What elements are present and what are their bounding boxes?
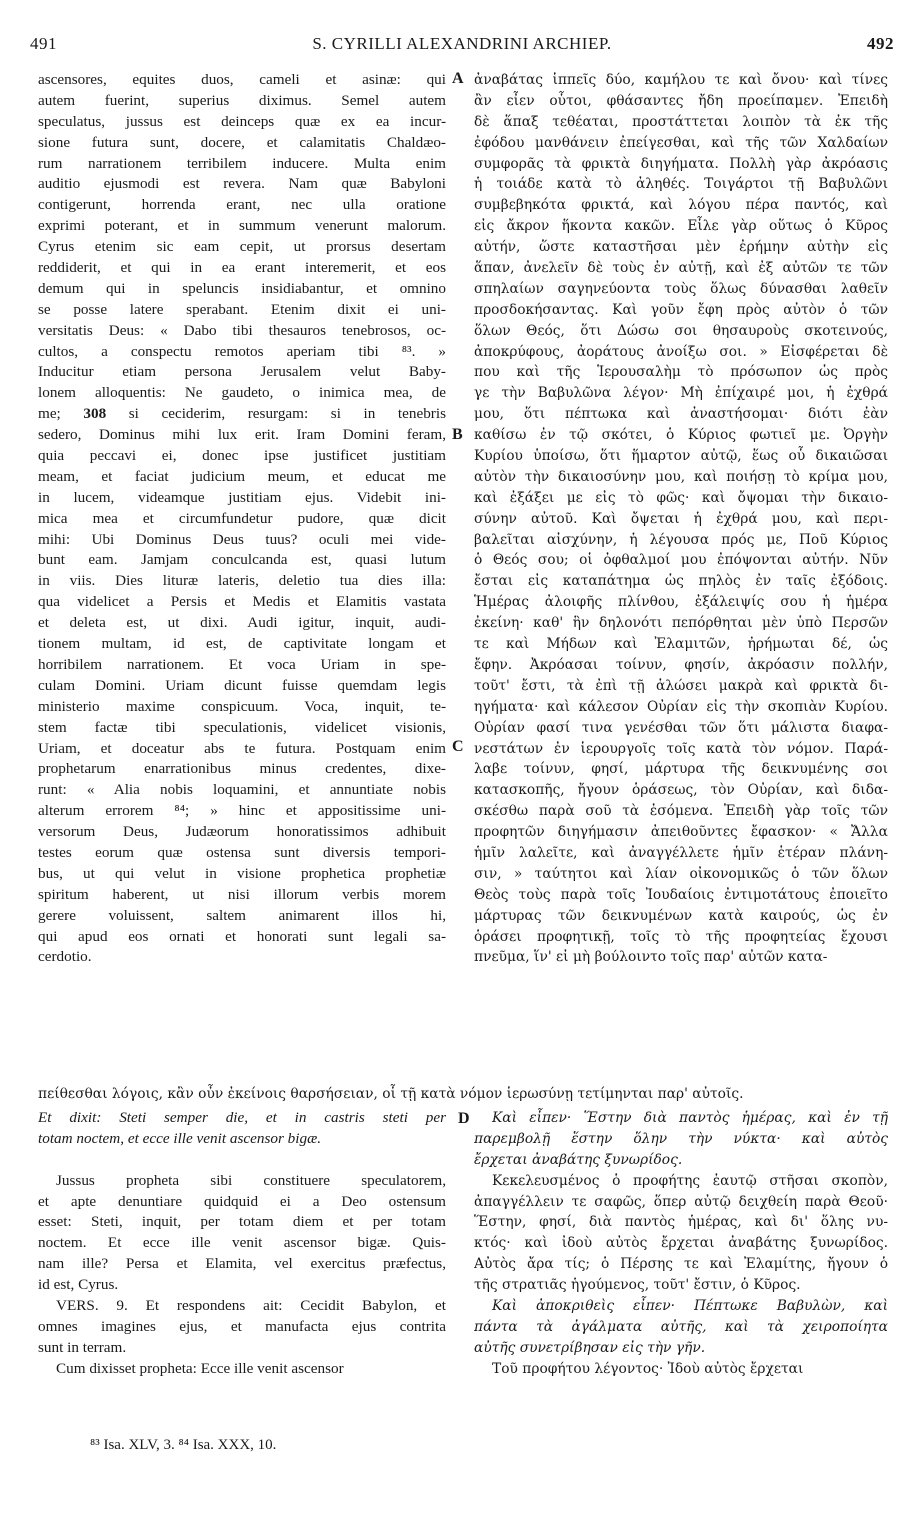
text-line: σύνην αὐτοῦ. Καὶ ὄψεται ἡ ἐχθρά μου, καὶ περι- bbox=[474, 510, 888, 527]
text-line: δὲ ἅπαξ τεθέαται, προστάττεται λοιπὸν τὰ ἐκ τῆς bbox=[474, 113, 888, 130]
text-line: Cum dixisset propheta: Ecce ille venit ascensor bbox=[56, 1359, 344, 1377]
text-line: Jussus propheta sibi constituere speculatorem, bbox=[56, 1171, 446, 1189]
text-line: ἡ τοιάδε κατὰ τὸ ἀληθές. Τοιγάρτοι τῇ Βαβυλῶνι bbox=[474, 176, 888, 193]
text-line: σκέσθω παρὰ σοῦ τὰ ἐσόμενα. Ἐπειδὴ γὰρ τοῖς τῶν bbox=[474, 803, 888, 820]
text-line: Κυρίου ὑποίσω, ὅτι ἥμαρτον αὐτῷ, ἕως οὗ δικαιῶσαι bbox=[474, 448, 888, 465]
text-line: πάντα τὰ ἀγάλματα αὐτῆς, καὶ τὰ χειροποίητα bbox=[474, 1318, 888, 1335]
text-line: αὐτῆς συνετρίβησαν εἰς τὴν γῆν. bbox=[474, 1339, 706, 1356]
text-line: πνεῦμα, ἵν' εἰ μὴ βούλοιντο τοῖς παρ' αὐτῶν κατα- bbox=[474, 949, 828, 966]
text-line: testes eorum quæ ostensa sunt diversis tempori- bbox=[38, 843, 446, 861]
text-line: culam Domini. Uriam dicunt fuisse quemdam legis bbox=[38, 676, 446, 694]
margin-marker-b: B bbox=[452, 426, 463, 443]
text-line: meam, et faciat judicium meum, et educat me bbox=[38, 467, 446, 485]
text-line: me; 308 si ceciderim, resurgam: si in tenebris bbox=[38, 405, 446, 423]
text-line: μάρτυρας τῶν δεικνυμένων κατὰ καιρούς, ὡς ἐν bbox=[474, 907, 888, 924]
text-line: id est, Cyrus. bbox=[38, 1276, 119, 1294]
text-line: ἀποκρύφους, ἀοράτους ἀνοίξω σοι. » Εἰσφέρεται δὲ bbox=[474, 343, 888, 360]
text-line: ἐκείνη· καθ' ἣν δηλονότι πεπόρθηται μὲν ὑπὸ Περσῶν bbox=[474, 615, 888, 632]
text-line: rum narrationem terribilem inducere. Multa enim bbox=[38, 154, 446, 172]
text-line: mihi: Ubi Dominus Deus tuus? oculi mei vide- bbox=[38, 530, 446, 548]
text-line: σιν, » ταύτητοι καὶ λίαν οἰκονομικῶς ὁ τῶν ὅλων bbox=[474, 865, 888, 882]
text-line: autem fuerint, superius diximus. Semel autem bbox=[38, 91, 446, 109]
text-line: Οὐρίαν φασί τινα γενέσθαι τῶν ὅτι μάλιστα διαφα- bbox=[474, 719, 888, 736]
margin-marker-d: D bbox=[458, 1110, 470, 1127]
running-header bbox=[30, 34, 894, 60]
text-line: προσδοκήσαντας. Καὶ γοῦν ἔφη πρὸς αὐτὸν ὁ τῶν bbox=[474, 301, 888, 318]
text-line: παρεμβολῇ ἕστην ὅλην τὴν νύκτα· καὶ αὐτὸς bbox=[474, 1130, 888, 1147]
text-line: Et dixit: Steti semper die, et in castris steti per bbox=[38, 1109, 446, 1126]
text-line: Καὶ ἀποκριθεὶς εἶπεν· Πέπτωκε Βαβυλὼν, καὶ bbox=[492, 1298, 888, 1315]
text-line: cerdotio. bbox=[38, 948, 92, 966]
text-line: ministerio maxime conspicuum. Voca, inquit, te- bbox=[38, 697, 446, 715]
text-line: συμβεβηκότα φρικτά, καὶ λόγου πέρα παντός, καὶ bbox=[474, 197, 888, 214]
text-line: versorum Deus, Judæorum honoratissimos adhibuit bbox=[38, 823, 446, 841]
text-line: ἐφόδου μανθάνειν ἐπείγεσθαι, καὶ τῆς τῶν Χαλδαίων bbox=[474, 134, 888, 151]
text-line: κατασκοπῆς, ἤγουν ὁράσεως, τὸν Οὐρίαν, καὶ διδα- bbox=[474, 782, 888, 799]
text-line: ἔσται εἰς καταπάτημα ὡς πηλὸς ἐν ταῖς ἐξόδοις. bbox=[474, 573, 888, 590]
full-width-greek-line: πείθεσθαι λόγοις, κἂν οὖν ἐκείνοις θαρσήσειαν, οἷ τῇ κατὰ νόμον ἱερωσύνῃ τετίμηνται παρ' αὐτοῖς. bbox=[38, 1086, 744, 1102]
text-line: ἀπαγγέλλειν τε σαφῶς, ὅπερ αὐτῷ δειχθείη παρὰ Θεοῦ· bbox=[474, 1193, 888, 1210]
latin-column-main bbox=[38, 70, 446, 968]
text-line: tionem multam, id est, de captivitate longam et bbox=[38, 635, 446, 653]
text-line: auditio ejusmodi est revera. Nam quæ Babyloni bbox=[38, 175, 446, 193]
page-number-right: 492 bbox=[867, 34, 894, 53]
footnotes: ⁸³ Isa. XLV, 3. ⁸⁴ Isa. XXX, 10. bbox=[90, 1437, 277, 1453]
text-line: versitatis Deus: « Dabo tibi thesauros tenebrosos, oc- bbox=[38, 321, 446, 339]
text-line: τοῦτ' ἔστι, τὰ ἐπὶ τῇ ἁλώσει μακρὰ καὶ φρικτὰ δι- bbox=[474, 677, 888, 694]
text-line: Uriam, et doceatur abs te futura. Postquam enim bbox=[38, 739, 446, 757]
text-line: omnes imagines ejus, et manufacta ejus contrita bbox=[38, 1317, 446, 1335]
page-number-left: 491 bbox=[30, 34, 57, 53]
text-line: in viis. Dies lituræ lateris, deletio tua dies illa: bbox=[38, 572, 446, 590]
text-line: qui apud eos ornati et honorati sunt legali sa- bbox=[38, 927, 446, 945]
text-line: VERS. 9. Et respondens ait: Cecidit Babylon, et bbox=[56, 1297, 446, 1315]
text-line: ὁράσει προφητικῇ, τοῖς τὸ τῆς προφητείας ἔχουσι bbox=[474, 928, 888, 945]
text-line: prophetarum enarrationibus minus credentes, dixe- bbox=[38, 760, 446, 778]
text-line: αὐτήν, ὥστε καταστῆσαι μὲν ἐρήμην αὐτὴν εἰς bbox=[474, 239, 888, 256]
text-line: mica mea et circumfundetur pudore, quæ dicit bbox=[38, 509, 446, 527]
text-line: σπηλαίων σαγηνεύοντα τοὺς ὅλως δύνασθαι λαθεῖν bbox=[474, 280, 888, 297]
text-line: Αὐτὸς ἄρα τίς; ὁ Πέρσης τε καὶ Ἐλαμίτης, ἤγουν ὁ bbox=[474, 1256, 888, 1273]
text-line: et apte denuntiare quidquid ei a Deo ostensum bbox=[38, 1192, 446, 1210]
text-line: ἔφην. Ἀκρόασαι τοίνυν, φησίν, ἀκρόασιν πολλήν, bbox=[474, 656, 888, 673]
text-line: bunt eam. Jamjam conculcanda est, quasi lutum bbox=[38, 551, 446, 569]
greek-column-lower bbox=[474, 1108, 888, 1380]
text-line: alterum errorem ⁸⁴; » hinc et appositissime uni- bbox=[38, 802, 446, 820]
text-line: καθίσω ἐν τῷ σκότει, ὁ Κύριος φωτιεῖ με. Ὀργὴν bbox=[474, 427, 888, 444]
text-line: καὶ ἐξάξει με εἰς τὸ φῶς· καὶ ὄψομαι τὴν δικαιο- bbox=[474, 489, 888, 506]
text-line: runt: « Alia nobis loquamini, et annuntiate nobis bbox=[38, 781, 446, 799]
text-line: speculatus, jussus est deinceps quæ ex ea incur- bbox=[38, 112, 446, 130]
text-line: Κεκελευσμένος ὁ προφήτης ἑαυτῷ στῆσαι σκοπὸν, bbox=[492, 1172, 888, 1189]
text-line bbox=[38, 1150, 446, 1171]
text-line: demum qui in speluncis insidiabantur, et omnino bbox=[38, 279, 446, 297]
text-line: ἔρχεται ἀναβάτης ξυνωρίδος. bbox=[474, 1151, 683, 1168]
text-line: προφητῶν διηγήμασιν ἀπειθοῦντες ἔφασκον· « Ἄλλα bbox=[474, 824, 888, 841]
text-line: ηγήματα· καὶ κάλεσον Οὐρίαν εἰς τὴν σκοπιὰν Κυρίου. bbox=[474, 698, 888, 715]
text-line: Cyrus etenim sic eam cepit, ut prorsus desertam bbox=[38, 238, 446, 256]
text-line: λαβε τοίνυν, φησί, μάρτυρα τῆς δεικνυμένης σοι bbox=[474, 761, 888, 778]
margin-marker-a: A bbox=[452, 70, 464, 87]
latin-column-lower bbox=[38, 1108, 446, 1380]
text-line: συμφορᾶς τὰ φρικτὰ διηγήματα. Πολλὴ γὰρ ἀκρόασις bbox=[474, 155, 888, 172]
text-line: sedero, Dominus mihi lux erit. Iram Domini feram, bbox=[38, 426, 446, 444]
text-line: qua videlicet a Persis et Medis et Elamitis vastata bbox=[38, 593, 446, 611]
text-line: se posse latere sperabant. Etenim dixit ei uni- bbox=[38, 300, 446, 318]
text-line: bus, ut qui velut in visione prophetica prophetiæ bbox=[38, 864, 446, 882]
text-line: ascensores, equites duos, cameli et asinæ: qui bbox=[38, 71, 446, 88]
text-line: quia peccavi ei, donec ipse justificet justitiam bbox=[38, 447, 446, 465]
text-line: ἅπαν, ἀνελεῖν δὲ τοὺς ἐν αὐτῇ, καὶ ἐξ αὐτῶν τε τῶν bbox=[474, 260, 888, 277]
text-line: Inducitur etiam persona Jerusalem velut Baby- bbox=[38, 363, 446, 381]
text-line: ἡμῖν λαλεῖτε, καὶ ἀναγγέλλετε ἡμῖν ἑτέραν πλάνη- bbox=[474, 844, 888, 861]
text-line: τε καὶ Μήδων καὶ Ἐλαμιτῶν, ἠρήμωται δέ, ὡς bbox=[474, 636, 888, 653]
text-line: ἀναβάτας ἱππεῖς δύο, καμήλου τε καὶ ὄνου· καὶ τίνες bbox=[474, 72, 888, 88]
text-line: Θεὸς τοὺς παρὰ τοῖς Ἰουδαίοις ἐντιμοτάτους ἐποιεῖτο bbox=[474, 886, 888, 903]
text-line: νεστάτων ἐν ἱερουργοῖς τοῖς κατὰ τὸν νόμον. Παρά- bbox=[474, 740, 888, 757]
text-line: et deleta est, ut dixi. Audi igitur, inquit, audi- bbox=[38, 614, 446, 632]
text-line: Ἕστην, φησί, διὰ παντὸς ἡμέρας, καὶ δι' ὅλης νυ- bbox=[474, 1214, 888, 1231]
text-line: reddiderit, et qui in ea erant interemerit, et eos bbox=[38, 259, 446, 277]
text-line: ὅλων Θεός, ὅτι Δώσω σοι θησαυροὺς σκοτεινούς, bbox=[474, 322, 888, 339]
text-line: gerere voluissent, saltem animarent illos hi, bbox=[38, 906, 446, 924]
text-line: κτός· καὶ ἰδοὺ αὐτὸς ἔρχεται ἀναβάτης ξυνωρίδος. bbox=[474, 1235, 888, 1252]
text-line: stem factæ tibi speculationis, videlicet visionis, bbox=[38, 718, 446, 736]
text-line: horribilem narrationem. Et voca Uriam in spe- bbox=[38, 655, 446, 673]
marginal-page-number: 308 bbox=[83, 405, 107, 423]
text-line: exprimi poterant, et in summum venerunt malorum. bbox=[38, 217, 446, 235]
text-line: cultos, a conspectu remotos aperiam tibi ⁸³. » bbox=[38, 342, 446, 360]
text-line: noctem. Et ecce ille venit ascensor bigæ. Quis- bbox=[38, 1234, 446, 1252]
greek-column-main bbox=[474, 70, 888, 968]
text-line: Ἡμέρας ἀλοιφῆς πλίνθου, ἐξάλειψίς σου ἡ ἡμέρα bbox=[474, 594, 888, 611]
text-line: που καὶ τῆς Ἱερουσαλὴμ τὸ πρόσωπον ὡς πρὸς bbox=[474, 364, 888, 381]
text-line: lonem alloquentis: Ne gaudeto, o inimica mea, de bbox=[38, 384, 446, 402]
text-line: Τοῦ προφήτου λέγοντος· Ἰδοὺ αὐτὸς ἔρχεται bbox=[492, 1360, 804, 1377]
text-line: contigerunt, horrenda erant, nec ulla oratione bbox=[38, 196, 446, 214]
margin-marker-c: C bbox=[452, 738, 464, 755]
text-line: sione futura sunt, docere, et calamitatis Chaldæo- bbox=[38, 133, 446, 151]
text-line: τῆς στρατιᾶς ἡγούμενος, τοῦτ' ἔστιν, ὁ Κῦρος. bbox=[474, 1277, 801, 1294]
text-line: sunt in terram. bbox=[38, 1338, 127, 1356]
running-title: S. CYRILLI ALEXANDRINI ARCHIEP. bbox=[312, 34, 612, 53]
text-line: spiritum haberent, ut nisi illorum verbis morem bbox=[38, 885, 446, 903]
text-line: εἰς ἄκρον ἥκοντα κακῶν. Εἷλε γὰρ οὕτως ὁ Κῦρος bbox=[474, 218, 888, 235]
text-line: μου, ὅτι πέπτωκα καὶ ἀναστήσομαι· διότι ἐὰν bbox=[474, 406, 888, 423]
text-line: Καὶ εἶπεν· Ἕστην διὰ παντὸς ἡμέρας, καὶ ἐν τῇ bbox=[492, 1110, 888, 1126]
text-line: βαλεῖται αἰσχύνην, ἡ λέγουσα πρός με, Ποῦ Κύριος bbox=[474, 531, 888, 548]
text-line: γε τὴν Βαβυλῶνα λέγον· Μὴ ἐπίχαιρέ μοι, ἡ ἐχθρά bbox=[474, 385, 888, 402]
text-line: αὐτὸν τὴν δικαιοσύνην μου, καὶ ποιήσῃ τὸ κρίμα μου, bbox=[474, 468, 888, 485]
text-line: nam ille? Persa et Elamita, vel exercitus præfectus, bbox=[38, 1255, 446, 1273]
text-line: totam noctem, et ecce ille venit ascensor bigæ. bbox=[38, 1129, 321, 1147]
text-line: ὁ Θεός σου; οἱ ὀφθαλμοί μου ἐπόψονται αὐτήν. Νῦν bbox=[474, 552, 888, 569]
text-line: in lucem, videamque justitiam ejus. Videbit ini- bbox=[38, 488, 446, 506]
text-line: ἂν εἶεν οὗτοι, φθάσαντες ἤδη προείπαμεν. Ἐπειδὴ bbox=[474, 92, 888, 109]
text-line: esset: Steti, inquit, per totam diem et per totam bbox=[38, 1213, 446, 1231]
